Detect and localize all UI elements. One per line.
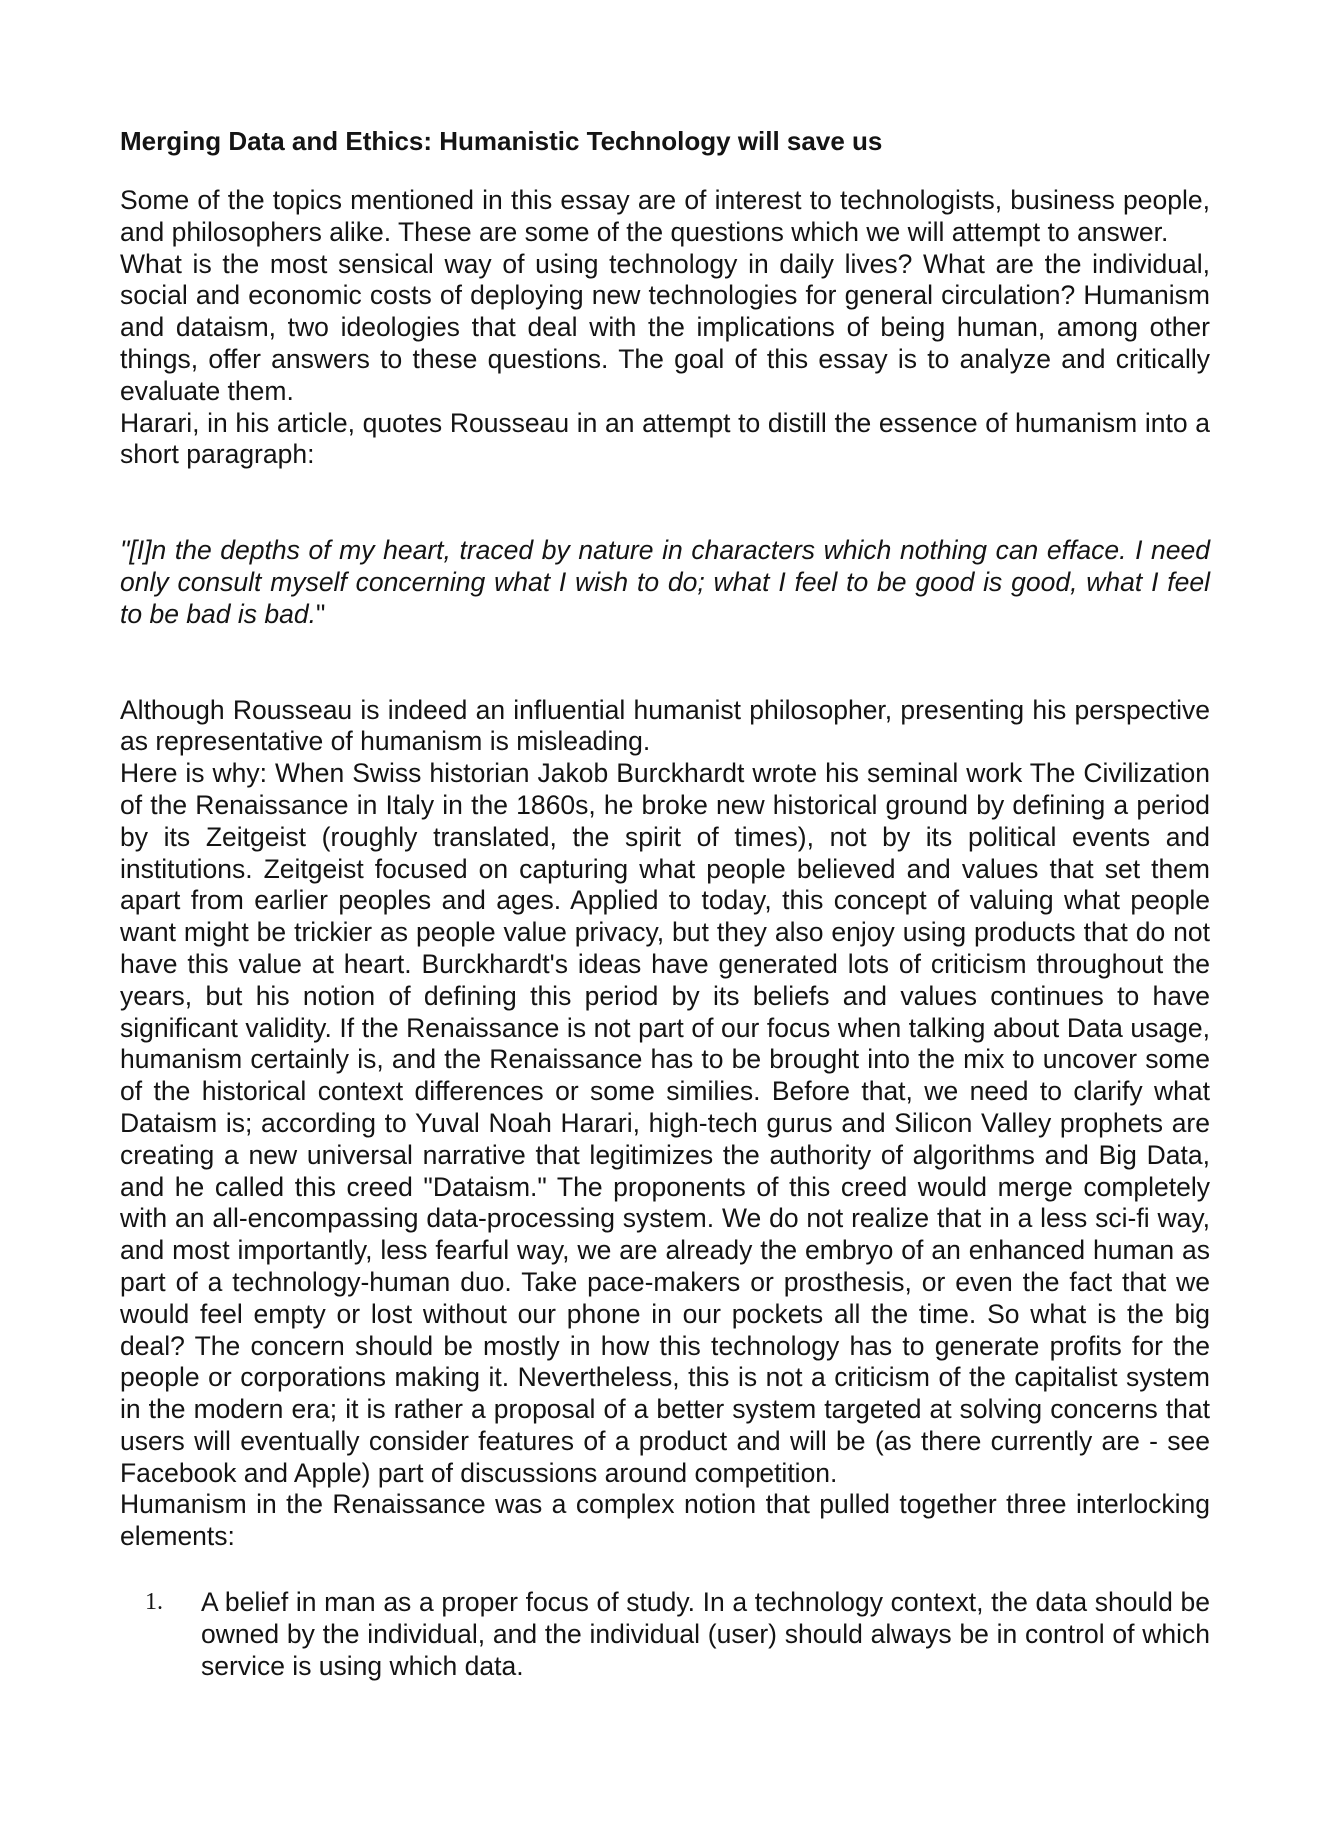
spacer (120, 631, 1210, 695)
list-item-text: A belief in man as a proper focus of study. In a technology context, the data should be owned by the individual, and the individual (user) should always be in control of which service is using which data. (201, 1587, 1210, 1681)
list-item-number: 1. (145, 1589, 163, 1616)
body-paragraph: Although Rousseau is indeed an influential humanist philosopher, presenting his perspective as representative of humanism is misleading. (120, 694, 1210, 757)
intro-paragraph: What is the most sensical way of using technology in daily lives? What are the individual, social and economic costs of deploying new technologies for general circulation? Humanism and dataism, two ideologies that deal with the implications of being human, among other things, offer answers to these questions. The goal of this essay is to analyze and critically evaluate them. (120, 248, 1210, 406)
intro-paragraph: Some of the topics mentioned in this essay are of interest to technologists, business people, and philosophers alike. These are some of the questions which we will attempt to answer. (120, 185, 1210, 247)
document-title: Merging Data and Ethics: Humanistic Technology will save us (120, 126, 883, 156)
body-paragraph: Here is why: When Swiss historian Jakob Burckhardt wrote his seminal work The Civilization of the Renaissance in Italy in the 1860s, he broke new historical ground by defining a period by its Zeitgeist (roughly translated, the spirit of times), not by its political events and institutions. Zeitgeist focused on capturing what people believed and values that set them apart from earlier peoples and ages. Applied to today, this concept of valuing what people want might be trickier as people value privacy, but they also enjoy using products that do not have this value at heart. Burckhardt's ideas have generated lots of criticism throughout the years, but his notion of defining this period by its beliefs and values continues to have significant validity. If the Renaissance is not part of our focus when talking about Data usage, humanism certainly is, and the Renaissance has to be brought into the mix to uncover some of the historical context differences or some similies. Before that, we need to clarify what Dataism is; according to Yuval Noah Harari, high-tech gurus and Silicon Valley prophets are creating a new universal narrative that legitimizes the authority of algorithms and Big Data, and he called this creed "Dataism." The proponents of this creed would merge completely with an all-encompassing data-processing system. We do not realize that in a less sci-fi way, and most importantly, less fearful way, we are already the embryo of an enhanced human as part of a technology-human duo. Take pace-makers or prosthesis, or even the fact that we would feel empty or lost without our phone in our pockets all the time. So what is the big deal? The concern should be mostly in how this technology has to generate profits for the people or corporations making it. Nevertheless, this is not a criticism of the capitalist system in the modern era; it is rather a proposal of a better system targeted at solving concerns that users will eventually consider features of a product and will be (as there currently are - see Facebook and Apple) part of discussions around competition. (120, 758, 1210, 1488)
document-page (120, 124, 1210, 1682)
body-paragraph: Humanism in the Renaissance was a complex notion that pulled together three interlocking elements: (120, 1489, 1210, 1552)
elements-list (120, 1587, 1210, 1682)
rousseau-quote (120, 535, 1210, 630)
quote-closing-mark: " (315, 598, 326, 629)
quote-text: "[I]n the depths of my heart, traced by nature in characters which nothing can efface. I need only consult myself concerning what I wish to do; what I feel to be good is good, what I feel to be bad is bad. (120, 535, 1210, 629)
list-item (120, 1587, 1210, 1682)
spacer (120, 471, 1210, 535)
intro-paragraph: Harari, in his article, quotes Rousseau in an attempt to distill the essence of humanism into a short paragraph: (120, 407, 1210, 470)
